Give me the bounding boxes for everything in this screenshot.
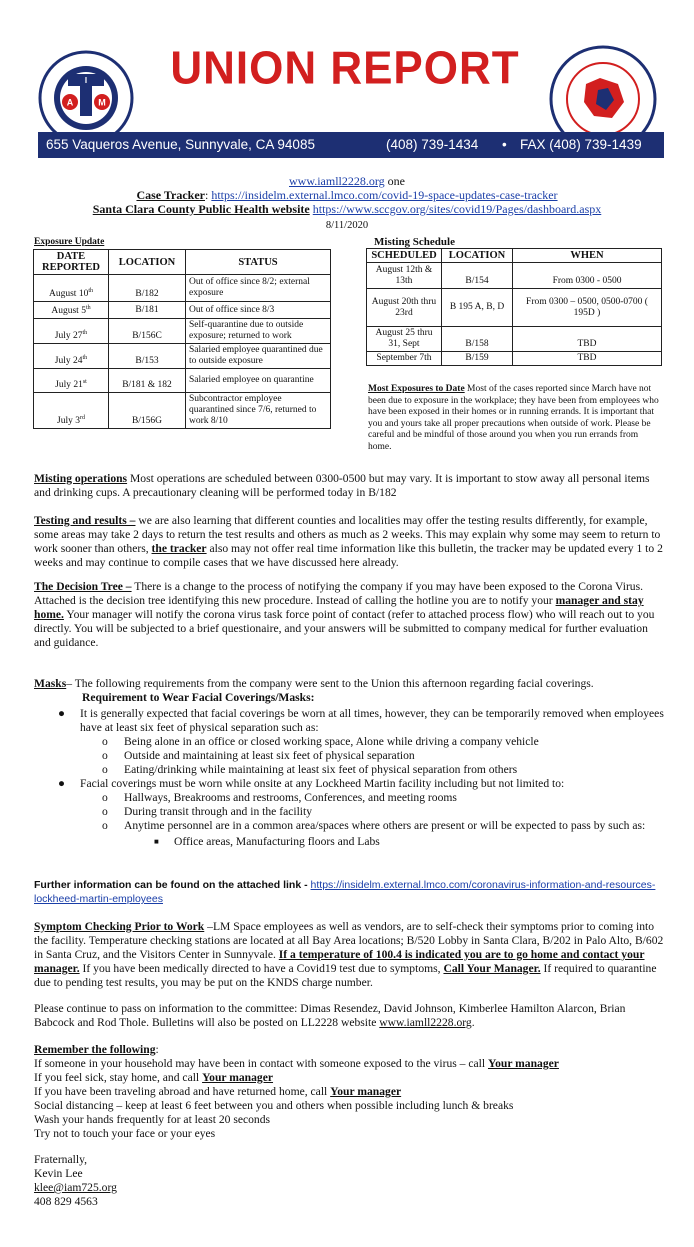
most-exposures-text: Most of the cases reported since March have not been due to exposure in the workplace; they have been from employees who have been exposed in their homes or in running errands. It is important that you and yours take all proper precautions when outside of work. Please be careful and be mindful of those around you when you run errands from home.	[368, 384, 659, 452]
list-item	[34, 835, 664, 849]
misting-ops-block	[34, 472, 664, 500]
list-item	[34, 805, 664, 819]
exposure-heading: Exposure Update	[34, 237, 105, 247]
table-row	[34, 369, 331, 393]
remember-item	[34, 1057, 664, 1071]
table-row	[367, 289, 662, 327]
committee-text: Please continue to pass on information to the committee: Dimas Resendez, David Johnson, Kimberlee Hamilton Alarcon, Brian Babcock and Rod Thole. Bulletins will also be posted on LL2228 website	[34, 1002, 626, 1029]
cell-date: August 5	[51, 306, 86, 317]
most-exposures-heading: Most Exposures to Date	[368, 384, 465, 394]
remember-text: If you have been traveling abroad and have returned home, call	[34, 1085, 331, 1098]
masks-subheading: Requirement to Wear Facial Coverings/Masks:	[82, 691, 315, 704]
cell-status: Salaried employee on quarantine	[186, 369, 331, 393]
remember-text: If someone in your household may have been in contact with someone exposed to the virus – call	[34, 1057, 488, 1070]
date-suffix: th	[82, 330, 88, 336]
mask-sub-item: Eating/drinking while maintaining at least six feet of physical separation from others	[124, 763, 518, 776]
phone: (408) 739-1434	[386, 137, 479, 152]
remember-emph: Your manager	[330, 1085, 402, 1098]
circle-bullet-icon: o	[102, 805, 108, 818]
address-bar	[38, 132, 664, 158]
table-row	[34, 344, 331, 369]
svg-text:M: M	[98, 97, 106, 108]
bullet-icon: ●	[58, 707, 66, 720]
cell-when: TBD	[513, 327, 662, 352]
misting-table	[366, 248, 662, 366]
circle-bullet-icon: o	[102, 791, 108, 804]
mask-sub-item: Anytime personnel are in a common area/spaces where others are present or will be expected to pass by such as:	[124, 819, 646, 832]
further-link[interactable]: https://insidelm.external.lmco.com/coronavirus-information-and-resources-lockheed-martin-employees	[34, 879, 656, 905]
column-header: WHEN	[513, 249, 662, 263]
cell-scheduled: September 7th	[367, 352, 442, 366]
cell-date: July 27	[54, 331, 83, 342]
table-row	[34, 302, 331, 319]
circle-bullet-icon: o	[102, 735, 108, 748]
cell-date: July 3	[57, 416, 80, 427]
cell-location: B/153	[109, 344, 186, 369]
symptom-text-3: If required to quarantine due to pending test results, you may be put on the KNDS charge number.	[34, 962, 657, 989]
tracker-colon: :	[205, 188, 212, 202]
date-suffix: th	[82, 355, 88, 361]
mask-bullet-1: It is generally expected that facial coverings be worn at all times, however, they can be temporarily removed when employees have at least six feet of physical separation such as:	[80, 707, 664, 734]
circle-bullet-icon: o	[102, 749, 108, 762]
signer-email[interactable]: klee@iam725.org	[34, 1181, 117, 1194]
tracker-label: Case Tracker	[136, 188, 205, 202]
circle-bullet-icon: o	[102, 763, 108, 776]
committee-site-link[interactable]: www.iamll2228.org	[379, 1016, 472, 1029]
address: 655 Vaqueros Avenue, Sunnyvale, CA 94085	[46, 137, 315, 152]
list-item	[34, 735, 664, 749]
table-row	[367, 327, 662, 352]
closing: Fraternally,	[34, 1153, 88, 1166]
committee-end: .	[471, 1016, 475, 1029]
exposure-table	[33, 249, 331, 429]
cell-status: Subcontractor employee quarantined since 7/6, returned to work 8/10	[186, 393, 331, 429]
square-bullet-icon: ■	[154, 837, 159, 846]
most-exposures-block	[368, 384, 662, 454]
symptom-emph-2: Call Your Manager.	[443, 962, 541, 975]
remember-item	[34, 1071, 664, 1085]
remember-heading: Remember the following	[34, 1043, 156, 1056]
table-row	[34, 319, 331, 344]
remember-text: If you feel sick, stay home, and call	[34, 1071, 203, 1084]
decision-text-2: Your manager will notify the corona virus task force point of contact (refer to attached process flow) who will reach out to you directly. You will be subjected to a brief questionaire, and your answers will be submitted to company medical for further evaluation and guidance.	[34, 608, 655, 649]
masks-block	[34, 677, 664, 849]
cell-date: August 10	[49, 289, 89, 299]
testing-text-1: we are also learning that different counties and localities may offer the testing results differently, for example, some areas may take 2 days to return the test results and others as much as 2 weeks. This may explain why some may seem to return to work sooner than others,	[34, 514, 661, 555]
date-suffix: rd	[79, 415, 85, 421]
further-info	[34, 878, 664, 906]
tracker-link[interactable]: https://insidelm.external.lmco.com/covid-19-space-updates-case-tracker	[211, 188, 558, 202]
cell-status: Out of office since 8/2; external exposure	[186, 275, 331, 302]
decision-block	[34, 580, 664, 650]
symptom-text-1: –LM Space employees as well as vendors, are to self-check their symptoms prior to coming into the facility. Temperature checking stations are located at all Bay Area locations; B/520 Lobby in Santa Clara, B/202 in Palo Alto, B/602 in Santa Cruz, and the Visitors Center in Sunnyvale.	[34, 920, 664, 961]
table-row	[367, 352, 662, 366]
remember-block	[34, 1043, 664, 1141]
testing-tracker: the tracker	[151, 542, 207, 555]
misting-ops-heading: Misting operations	[34, 472, 128, 485]
mask-sub-item: Outside and maintaining at least six feet of physical separation	[124, 749, 415, 762]
list-item	[34, 763, 664, 777]
health-link[interactable]: https://www.sccgov.org/sites/covid19/Pages/dashboard.aspx	[312, 202, 602, 216]
cell-date: July 24	[54, 356, 83, 367]
remember-colon: :	[155, 1043, 159, 1056]
remember-emph: Your manager	[487, 1057, 559, 1070]
symptom-text-2: If you have been medically directed to have a Covid19 test due to symptoms,	[79, 962, 444, 975]
mask-sub-item: Being alone in an office or closed working space, Alone while driving a company vehicle	[124, 735, 539, 748]
svg-text:I: I	[84, 76, 88, 85]
site-line	[0, 174, 694, 188]
symptom-block	[34, 920, 664, 990]
remember-item: Wash your hands frequently for at least 20 seconds	[34, 1113, 271, 1126]
remember-emph: Your manager	[202, 1071, 274, 1084]
signer-phone: 408 829 4563	[34, 1195, 98, 1208]
page-title: UNION REPORT	[170, 42, 520, 95]
misting-ops-text: Most operations are scheduled between 0300-0500 but may vary. It is important to stow away all personal items and drinking cups. A precautionary cleaning will be performed today in B/182	[34, 472, 650, 499]
cell-status: Self-quarantine due to outside exposure; returned to work	[186, 319, 331, 344]
signoff	[34, 1153, 334, 1209]
cell-location: B/181	[109, 302, 186, 319]
tracker-line	[0, 188, 694, 202]
remember-item: Try not to touch your face or your eyes	[34, 1127, 216, 1140]
cell-location: B/182	[109, 275, 186, 302]
masks-heading: Masks	[34, 677, 67, 690]
list-item	[34, 777, 664, 791]
list-item	[34, 819, 654, 833]
column-header: LOCATION	[109, 250, 186, 275]
cell-when: From 0300 – 0500, 0500-0700 ( 195D )	[513, 289, 662, 327]
date-suffix: th	[88, 287, 93, 294]
symptom-heading: Symptom Checking Prior to Work	[34, 920, 205, 933]
bulletin-date: 8/11/2020	[325, 220, 369, 231]
circle-bullet-icon: o	[102, 819, 108, 832]
bullet-icon: ●	[58, 777, 66, 790]
mask-bullet-2: Facial coverings must be worn while onsite at any Lockheed Martin facility including but not limited to:	[80, 777, 565, 790]
column-header: LOCATION	[442, 249, 513, 263]
svg-text:A: A	[66, 97, 74, 108]
cell-status: Salaried employee quarantined due to outside exposure	[186, 344, 331, 369]
site-suffix: one	[384, 174, 405, 188]
cell-scheduled: August 12th & 13th	[367, 263, 442, 289]
misting-heading: Misting Schedule	[374, 236, 455, 248]
mask-sub-item: During transit through and in the facility	[124, 805, 313, 818]
column-header: STATUS	[186, 250, 331, 275]
remember-item	[34, 1085, 664, 1099]
table-row	[34, 275, 331, 302]
cell-date: July 21	[55, 380, 83, 391]
mask-subsub-item: Office areas, Manufacturing floors and Labs	[174, 835, 380, 848]
cell-location: B/181 & 182	[109, 369, 186, 393]
column-header: DATE REPORTED	[34, 250, 109, 275]
cell-location: B/156C	[109, 319, 186, 344]
cell-scheduled: August 25 thru 31, Sept	[367, 327, 442, 352]
site-link[interactable]: www.iamll2228.org	[289, 174, 385, 188]
testing-block	[34, 514, 664, 570]
cell-location: B/159	[442, 352, 513, 366]
cell-location: B/158	[442, 327, 513, 352]
fax: FAX (408) 739-1439	[520, 137, 642, 152]
masks-intro: – The following requirements from the company were sent to the Union this afternoon regarding facial coverings.	[66, 677, 594, 690]
list-item	[34, 707, 664, 735]
table-row	[367, 263, 662, 289]
decision-heading: The Decision Tree –	[34, 580, 132, 593]
decision-emph: manager and stay home.	[34, 594, 644, 621]
signer-name: Kevin Lee	[34, 1167, 83, 1180]
health-label: Santa Clara County Public Health website	[92, 202, 310, 216]
decision-text-1: There is a change to the process of notifying the company if you may have been exposed to the Corona Virus. Attached is the decision tree identifying this new procedure. Instead of calling the hotline you are to notify your	[34, 580, 644, 607]
table-row	[34, 393, 331, 429]
date-suffix: st	[82, 379, 87, 385]
separator-bullet: •	[502, 137, 507, 152]
cell-location: B/156G	[109, 393, 186, 429]
cell-location: B/154	[442, 263, 513, 289]
cell-status: Out of office since 8/3	[186, 302, 331, 319]
testing-text-2: also may not offer real time information like this bulletin, the tracker may be updated every 1 to 2 weeks and may continue to compile cases that we have discussed here already.	[34, 542, 663, 569]
cell-scheduled: August 20th thru 23rd	[367, 289, 442, 327]
remember-item: Social distancing – keep at least 6 feet between you and others when possible including lunch & breaks	[34, 1099, 514, 1112]
cell-location: B 195 A, B, D	[442, 289, 513, 327]
list-item	[34, 791, 664, 805]
symptom-emph-1: If a temperature of 100.4 is indicated you are to go home and contact your manager.	[34, 948, 645, 975]
further-label: Further information can be found on the attached link -	[34, 879, 311, 891]
cell-when: TBD	[513, 352, 662, 366]
column-header: SCHEDULED	[367, 249, 442, 263]
mask-sub-item: Hallways, Breakrooms and restrooms, Conferences, and meeting rooms	[124, 791, 457, 804]
testing-heading: Testing and results –	[34, 514, 136, 527]
date-suffix: th	[85, 305, 91, 311]
cell-when: From 0300 - 0500	[513, 263, 662, 289]
health-line	[0, 202, 694, 216]
list-item	[34, 749, 664, 763]
committee-block	[34, 1002, 664, 1030]
